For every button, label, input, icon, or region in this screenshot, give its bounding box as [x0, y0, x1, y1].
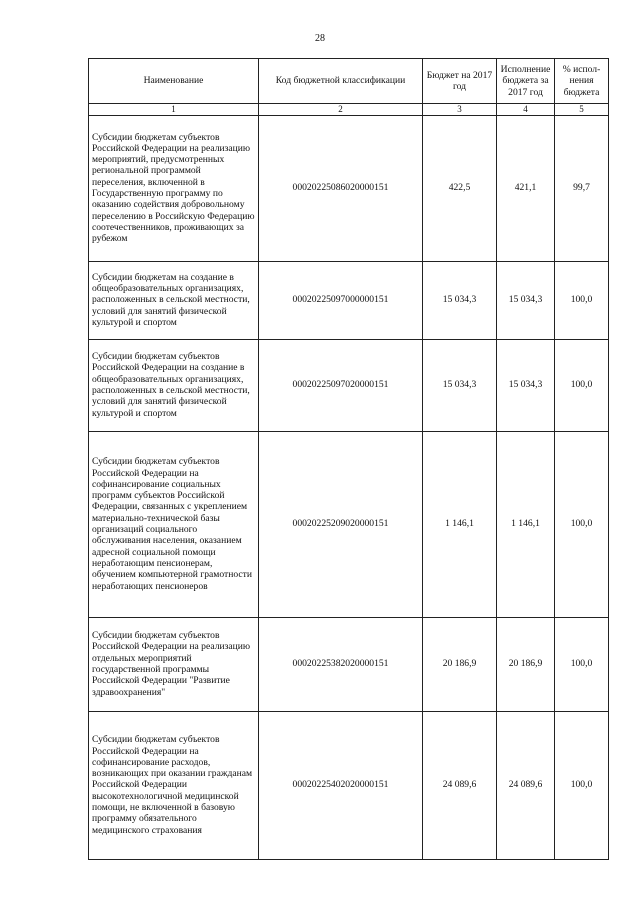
table-header-row [89, 59, 609, 104]
table-row [89, 339, 609, 431]
row-execution: 1 146,1 [497, 431, 555, 617]
row-name: Субсидии бюджетам субъектов Российской Федерации на софинансирование расходов, возникающих при оказании гражданам Российской Федерации высокотехнологичной медицинской помощи, не включенной в базовую программу обязательного медицинского страхования [89, 711, 259, 859]
column-number: 3 [423, 104, 497, 116]
table-row [89, 431, 609, 617]
budget-table [88, 58, 609, 860]
table-row [89, 711, 609, 859]
row-budget: 20 186,9 [423, 617, 497, 711]
row-percent: 100,0 [555, 431, 609, 617]
row-execution: 24 089,6 [497, 711, 555, 859]
row-code: 00020225097000000151 [259, 261, 423, 339]
row-budget: 1 146,1 [423, 431, 497, 617]
row-percent: 100,0 [555, 339, 609, 431]
row-name: Субсидии бюджетам субъектов Российской Федерации на реализацию отдельных мероприятий государственной программы Российской Федерации "Развитие здравоохранения" [89, 617, 259, 711]
row-name: Субсидии бюджетам субъектов Российской Федерации на реализацию мероприятий, предусмотренных региональной программой переселения, включенной в Государственную программу по оказанию содействия добровольному переселению в Российскую Федерацию соотечественников, проживающих за рубежом [89, 115, 259, 261]
row-budget: 24 089,6 [423, 711, 497, 859]
row-name: Субсидии бюджетам субъектов Российской Федерации на софинансирование социальных программ субъектов Российской Федерации, связанных с укреплением материально-технической базы организаций социального обслуживания населения, оказанием адресной социальной помощи неработающим пенсионерам, обучением компьютерной грамотности неработающих пенсионеров [89, 431, 259, 617]
page-number: 28 [315, 33, 325, 44]
table-row [89, 261, 609, 339]
row-percent: 99,7 [555, 115, 609, 261]
row-name: Субсидии бюджетам на создание в общеобразовательных организациях, расположенных в сельской местности, условий для занятий физической культурой и спортом [89, 261, 259, 339]
row-execution: 15 034,3 [497, 261, 555, 339]
header-name: Наименование [89, 59, 259, 104]
column-number: 1 [89, 104, 259, 116]
row-code: 00020225097020000151 [259, 339, 423, 431]
table-row [89, 617, 609, 711]
row-execution: 15 034,3 [497, 339, 555, 431]
row-budget: 15 034,3 [423, 261, 497, 339]
row-budget: 15 034,3 [423, 339, 497, 431]
row-percent: 100,0 [555, 261, 609, 339]
row-execution: 421,1 [497, 115, 555, 261]
row-percent: 100,0 [555, 617, 609, 711]
row-name: Субсидии бюджетам субъектов Российской Федерации на создание в общеобразовательных организациях, расположенных в сельской местности, условий для занятий физической культурой и спортом [89, 339, 259, 431]
row-execution: 20 186,9 [497, 617, 555, 711]
row-code: 00020225086020000151 [259, 115, 423, 261]
column-number: 2 [259, 104, 423, 116]
column-number: 4 [497, 104, 555, 116]
row-budget: 422,5 [423, 115, 497, 261]
column-number: 5 [555, 104, 609, 116]
row-code: 00020225382020000151 [259, 617, 423, 711]
row-code: 00020225209020000151 [259, 431, 423, 617]
header-budget: Бюджет на 2017 год [423, 59, 497, 104]
column-number-row [89, 104, 609, 116]
row-percent: 100,0 [555, 711, 609, 859]
header-execution: Исполнение бюджета за 2017 год [497, 59, 555, 104]
header-percent: % испол- нения бюджета [555, 59, 609, 104]
header-code: Код бюджетной классификации [259, 59, 423, 104]
table-row [89, 115, 609, 261]
row-code: 00020225402020000151 [259, 711, 423, 859]
